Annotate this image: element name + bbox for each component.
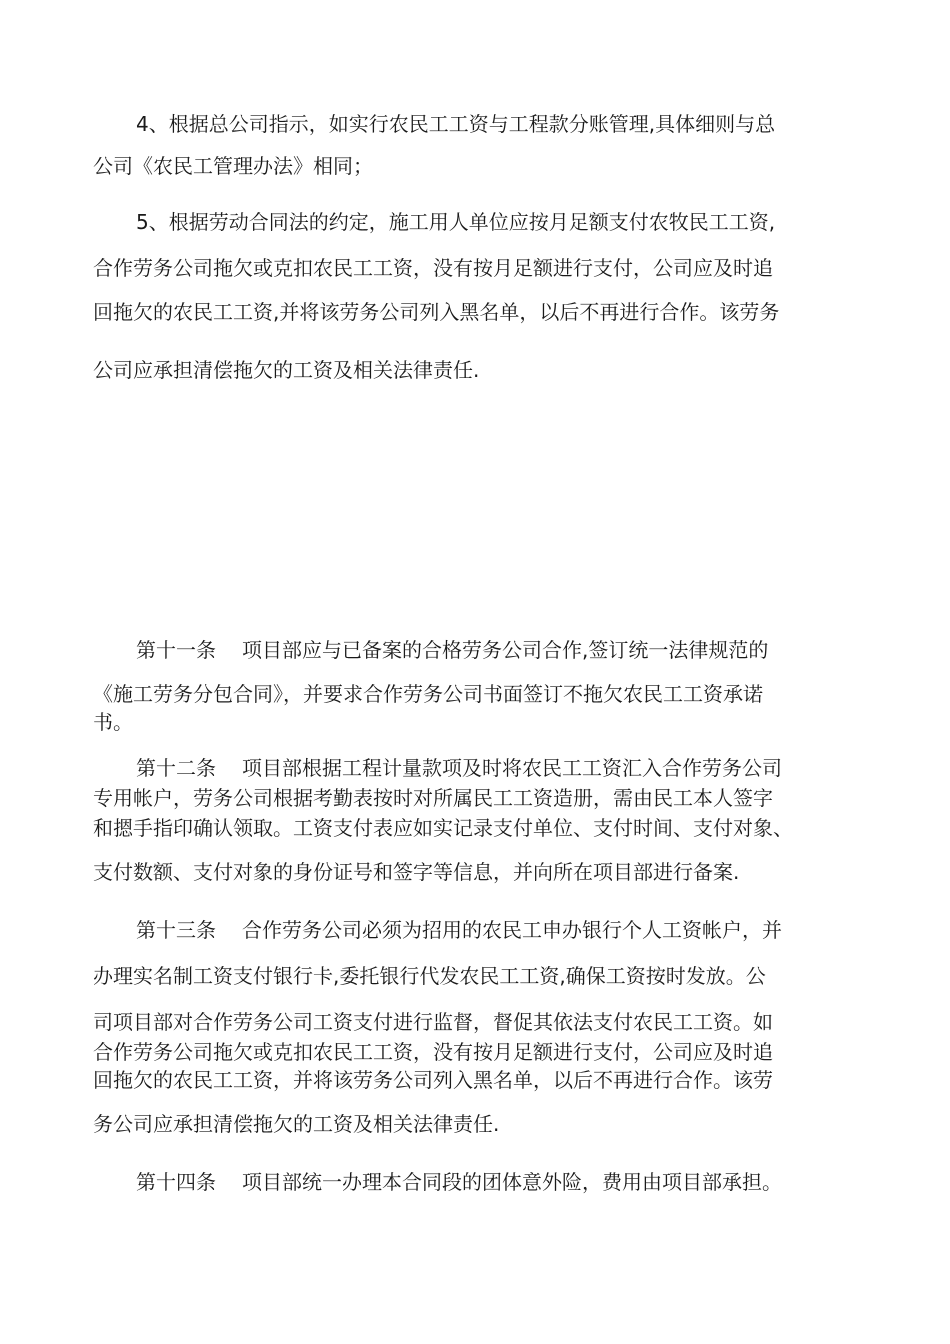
item-5-line-3: 回拖欠的农民工工资,并将该劳务公司列入黑名单，以后不再进行合作。该劳务 <box>93 300 780 324</box>
item-5-line-4: 公司应承担清偿拖欠的工资及相关法律责任. <box>93 358 480 382</box>
article-12-line-2: 专用帐户，劳务公司根据考勤表按时对所属民工工资造册，需由民工本人签字 <box>93 786 773 810</box>
article-11-line-1 <box>136 636 768 664</box>
article-12-heading: 第十二条 <box>136 756 216 780</box>
item-5-line-2: 合作劳务公司拖欠或克扣农民工工资，没有按月足额进行支付，公司应及时追 <box>93 256 773 280</box>
article-14-text: 项目部统一办理本合同段的团体意外险，费用由项目部承担。 <box>242 1170 782 1194</box>
article-11-text: 项目部应与已备案的合格劳务公司合作,签订统一法律规范的 <box>242 638 769 662</box>
article-12-text: 项目部根据工程计量款项及时将农民工工资汇入合作劳务公司 <box>242 756 782 780</box>
item-4-line-1: 4、根据总公司指示，如实行农民工工资与工程款分账管理,具体细则与总 <box>136 112 776 136</box>
article-13-line-5: 回拖欠的农民工工资，并将该劳务公司列入黑名单，以后不再进行合作。该劳 <box>93 1068 773 1092</box>
article-13-line-1 <box>136 916 782 944</box>
article-11-heading: 第十一条 <box>136 638 216 662</box>
article-13-line-3: 司项目部对合作劳务公司工资支付进行监督，督促其依法支付农民工工资。如 <box>93 1010 773 1034</box>
article-13-line-2: 办理实名制工资支付银行卡,委托银行代发农民工工资,确保工资按时发放。公 <box>93 964 766 988</box>
article-14-line-1 <box>136 1168 782 1196</box>
article-14-heading: 第十四条 <box>136 1170 216 1194</box>
article-11-line-3: 书。 <box>93 710 133 734</box>
item-4-line-2: 公司《农民工管理办法》相同； <box>93 154 373 178</box>
article-12-line-1 <box>136 754 782 782</box>
article-13-line-4: 合作劳务公司拖欠或克扣农民工工资，没有按月足额进行支付，公司应及时追 <box>93 1040 773 1064</box>
article-13-heading: 第十三条 <box>136 918 216 942</box>
article-13-line-6: 务公司应承担清偿拖欠的工资及相关法律责任. <box>93 1112 500 1136</box>
article-13-text: 合作劳务公司必须为招用的农民工申办银行个人工资帐户，并 <box>242 918 782 942</box>
item-5-line-1: 5、根据劳动合同法的约定，施工用人单位应按月足额支付农牧民工工资, <box>136 210 776 234</box>
article-12-line-3: 和摁手指印确认领取。工资支付表应如实记录支付单位、支付时间、支付对象、 <box>93 816 793 840</box>
article-12-line-4: 支付数额、支付对象的身份证号和签字等信息，并向所在项目部进行备案. <box>93 860 740 884</box>
article-11-line-2: 《施工劳务分包合同》，并要求合作劳务公司书面签订不拖欠农民工工资承诺 <box>93 682 763 706</box>
